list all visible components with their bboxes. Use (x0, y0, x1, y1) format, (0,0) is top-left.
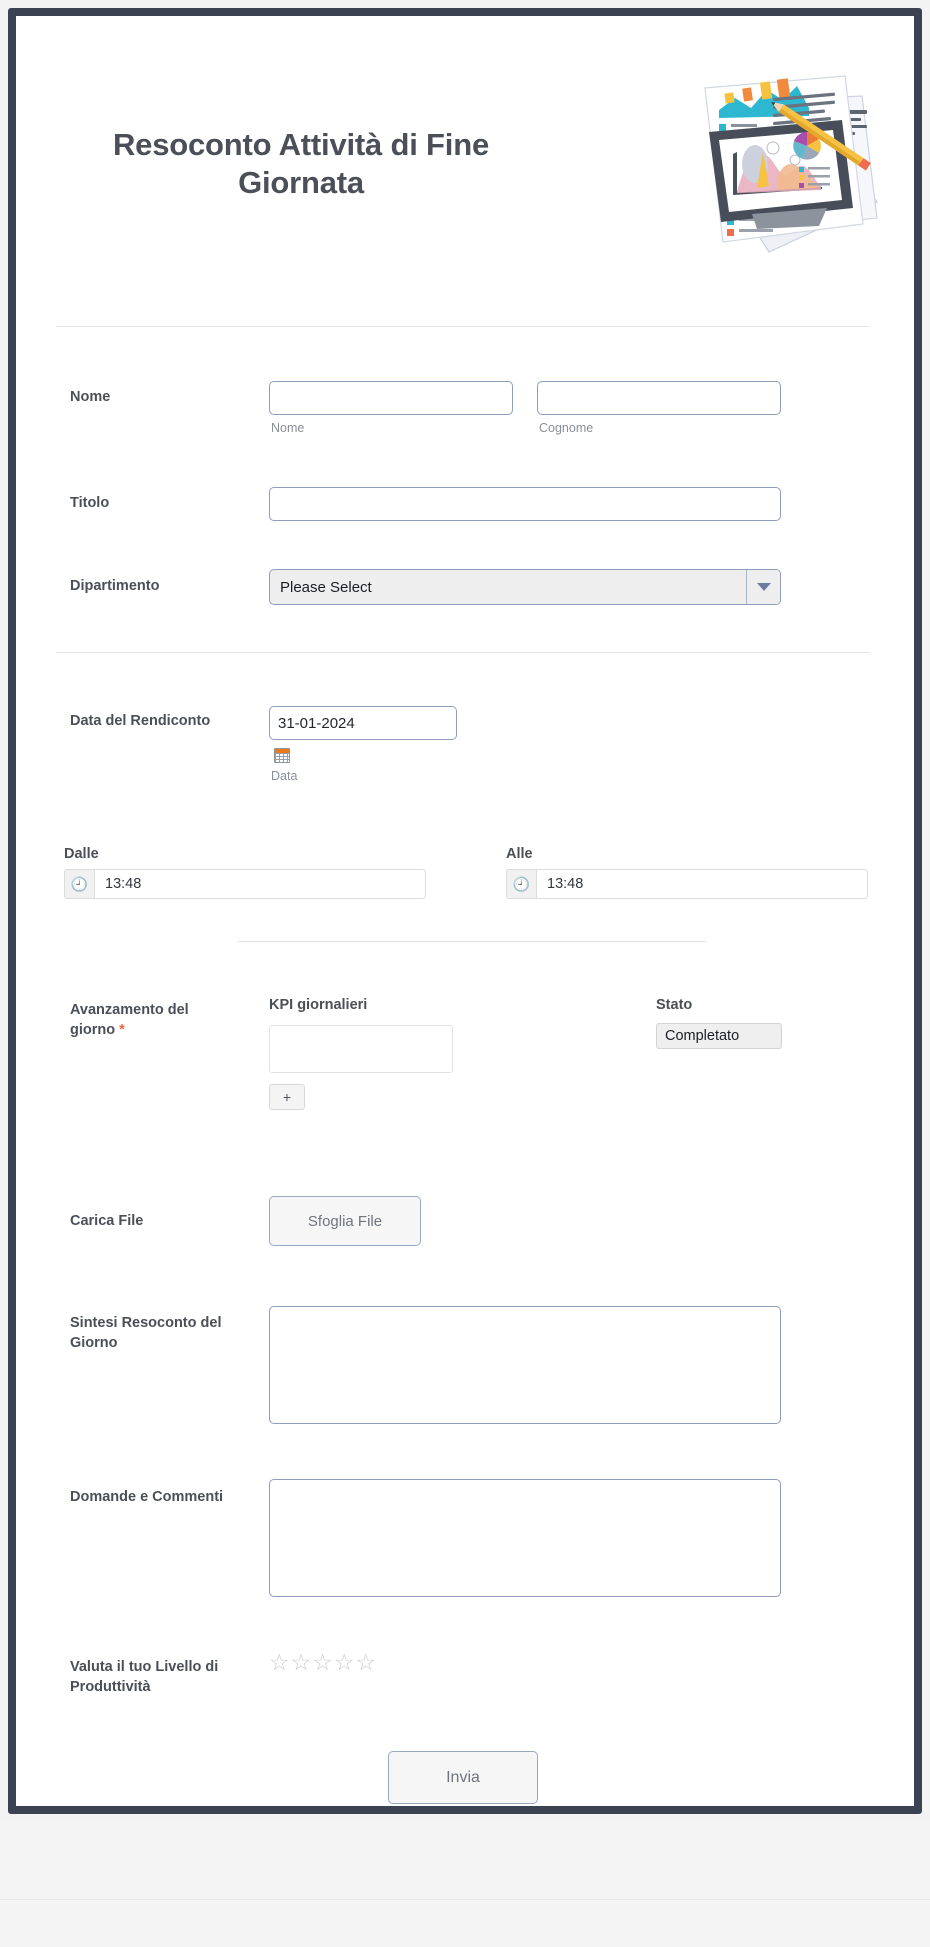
data-rendiconto-sublabel: Data (271, 769, 298, 783)
rating-star-1[interactable]: ☆ (269, 1650, 290, 1676)
domande-textarea[interactable] (269, 1479, 781, 1597)
page-title: Resoconto Attività di Fine Giornata (112, 127, 489, 200)
field-row-titolo (16, 483, 914, 533)
rating-star-4[interactable]: ☆ (333, 1650, 355, 1676)
dipartimento-selected-value: Please Select (280, 578, 372, 596)
browse-file-label: Sfoglia File (307, 1212, 383, 1230)
data-rendiconto-input[interactable] (269, 706, 457, 740)
report-charts-tablet-illustration (677, 66, 892, 281)
field-row-dipartimento (16, 564, 914, 614)
divider-top (56, 326, 870, 327)
field-row-time-range (16, 836, 914, 896)
first-name-input[interactable] (269, 381, 513, 415)
alle-label: Alle (506, 846, 533, 862)
required-marker: * (119, 1021, 125, 1038)
stato-column-header: Stato (656, 997, 693, 1013)
kpi-column-header: KPI giornalieri (269, 997, 368, 1013)
divider-middle (56, 652, 870, 653)
first-name-sublabel: Nome (271, 421, 305, 435)
add-kpi-row-button[interactable]: + (269, 1084, 305, 1110)
field-row-avanzamento (16, 991, 914, 1171)
produttivita-label: Valuta il tuo Livello di Produttività (70, 1659, 219, 1695)
alle-time-value: 13:48 (547, 876, 584, 892)
field-row-sintesi (16, 1306, 914, 1436)
titolo-label: Titolo (70, 495, 110, 511)
rating-star-5[interactable]: ☆ (355, 1650, 377, 1676)
titolo-input[interactable] (269, 487, 781, 521)
form-header (16, 16, 914, 306)
nome-label: Nome (70, 389, 111, 405)
sintesi-label: Sintesi Resoconto del Giorno (70, 1315, 222, 1351)
productivity-rating[interactable] (269, 1652, 376, 1675)
avanzamento-label: Avanzamento del giorno (70, 1002, 189, 1038)
dalle-time-field[interactable] (64, 869, 426, 899)
alle-time-field[interactable] (506, 869, 868, 899)
browse-file-button[interactable] (269, 1196, 421, 1246)
last-name-sublabel: Cognome (539, 421, 594, 435)
data-rendiconto-label: Data del Rendiconto (70, 713, 211, 729)
dipartimento-select[interactable] (269, 569, 781, 605)
last-name-input[interactable] (537, 381, 781, 415)
field-row-nome (16, 376, 914, 436)
form-card (8, 8, 922, 1814)
page-footer-area (0, 1822, 930, 1947)
stato-selected-value: Completato (665, 1028, 740, 1044)
dalle-label: Dalle (64, 846, 99, 862)
divider-short (238, 941, 706, 942)
field-row-carica-file (16, 1196, 914, 1256)
clock-icon: 🕘 (65, 870, 95, 898)
field-row-produttivita (16, 1648, 914, 1708)
chevron-down-icon[interactable] (746, 570, 780, 604)
field-row-domande (16, 1479, 914, 1609)
submit-button-label: Invia (446, 1768, 480, 1786)
sintesi-textarea[interactable] (269, 1306, 781, 1424)
kpi-input[interactable] (269, 1025, 453, 1073)
dipartimento-label: Dipartimento (70, 578, 160, 594)
calendar-icon[interactable] (274, 748, 290, 763)
carica-file-label: Carica File (70, 1213, 144, 1229)
clock-icon: 🕘 (507, 870, 537, 898)
rating-star-3[interactable]: ☆ (312, 1650, 333, 1676)
field-row-data-rendiconto (16, 706, 914, 796)
footer-divider (0, 1899, 930, 1900)
stato-select[interactable] (656, 1023, 782, 1049)
domande-label: Domande e Commenti (70, 1489, 224, 1505)
rating-star-2[interactable]: ☆ (290, 1650, 312, 1676)
dalle-time-value: 13:48 (105, 876, 142, 892)
submit-button[interactable] (388, 1751, 538, 1804)
